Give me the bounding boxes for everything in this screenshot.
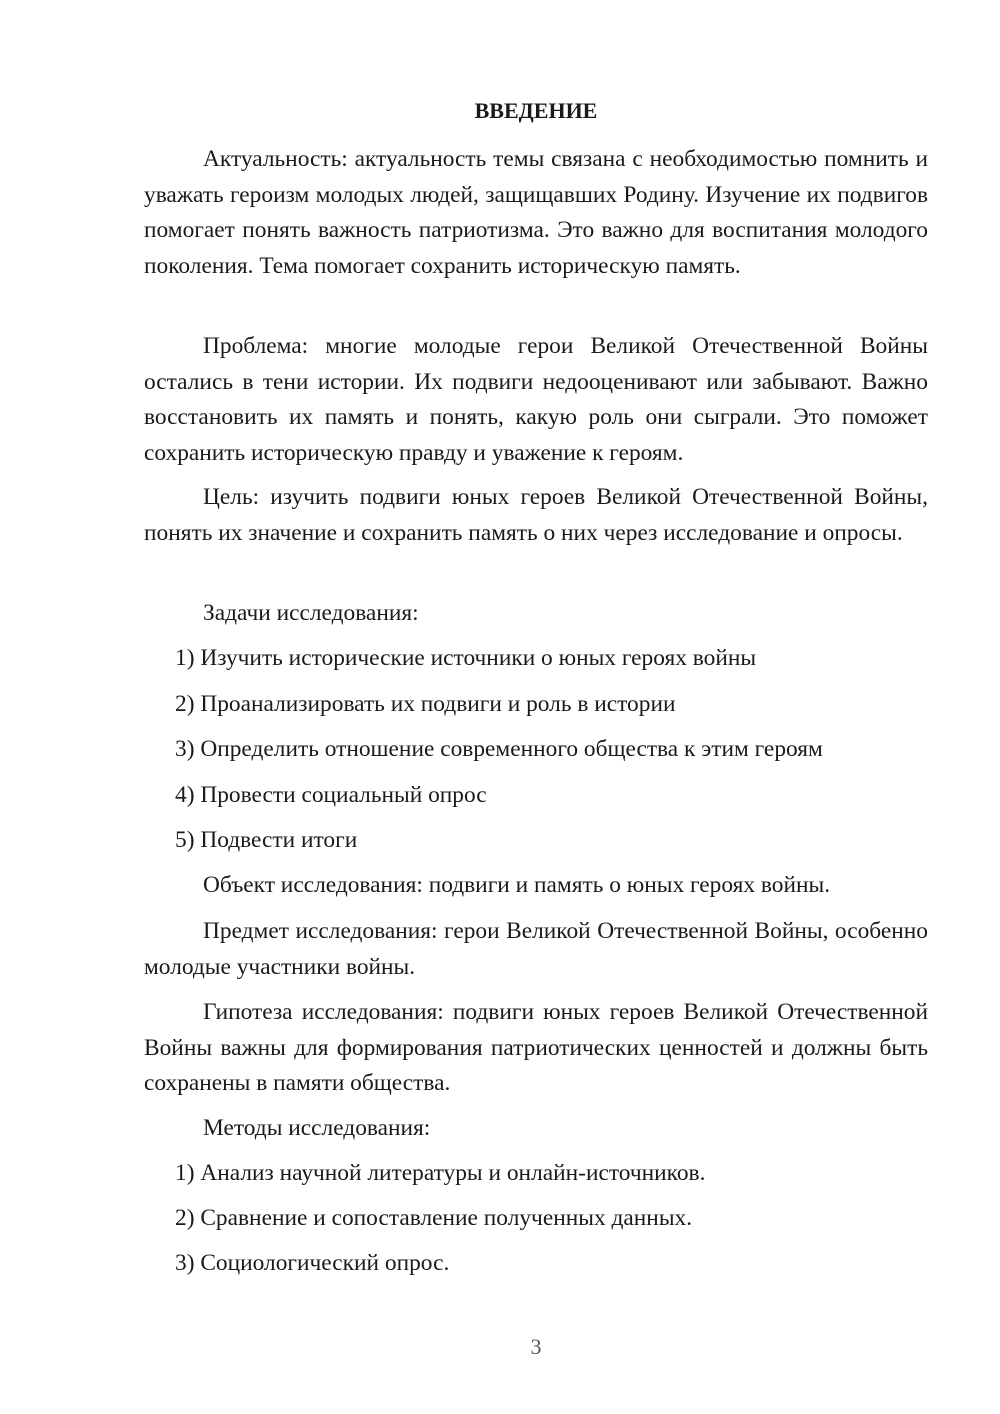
page-title: ВВЕДЕНИЕ bbox=[474, 98, 598, 123]
paragraph-object: Объект исследования: подвиги и память о юных героях войны. bbox=[203, 872, 831, 898]
method-item-2: 2) Сравнение и сопоставление полученных данных. bbox=[175, 1205, 693, 1231]
methods-heading: Методы исследования: bbox=[203, 1115, 431, 1141]
task-item-3: 3) Определить отношение современного общества к этим героям bbox=[175, 736, 823, 762]
document-page bbox=[144, 0, 928, 1414]
method-item-3: 3) Социологический опрос. bbox=[175, 1250, 450, 1276]
tasks-heading: Задачи исследования: bbox=[203, 600, 419, 626]
page-number: 3 bbox=[530, 1334, 542, 1359]
paragraph-problem: Проблема: многие молодые герои Великой Отечественной Войны остались в тени истории. Их подвиги недооценивают или забывают. Важно восстановить их память и понять, какую роль они сыграли. Это поможет сохранить историческую правду и уважение к героям. bbox=[144, 333, 928, 466]
paragraph-goal: Цель: изучить подвиги юных героев Великой Отечественной Войны, понять их значение и сохранить память о них через исследование и опросы. bbox=[144, 484, 928, 546]
paragraph-hypothesis: Гипотеза исследования: подвиги юных героев Великой Отечественной Войны важны для формирования патриотических ценностей и должны быть сохранены в памяти общества. bbox=[144, 999, 928, 1096]
paragraph-relevance: Актуальность: актуальность темы связана с необходимостью помнить и уважать героизм молодых людей, защищавших Родину. Изучение их подвигов помогает понять важность патриотизма. Это важно для воспитания молодого поколения. Тема помогает сохранить историческую память. bbox=[144, 146, 928, 279]
task-item-2: 2) Проанализировать их подвиги и роль в истории bbox=[175, 691, 676, 717]
task-item-4: 4) Провести социальный опрос bbox=[175, 782, 487, 808]
task-item-5: 5) Подвести итоги bbox=[175, 827, 358, 853]
method-item-1: 1) Анализ научной литературы и онлайн-источников. bbox=[175, 1160, 706, 1186]
paragraph-subject: Предмет исследования: герои Великой Отечественной Войны, особенно молодые участники войны. bbox=[144, 918, 928, 980]
task-item-1: 1) Изучить исторические источники о юных героях войны bbox=[175, 645, 757, 671]
